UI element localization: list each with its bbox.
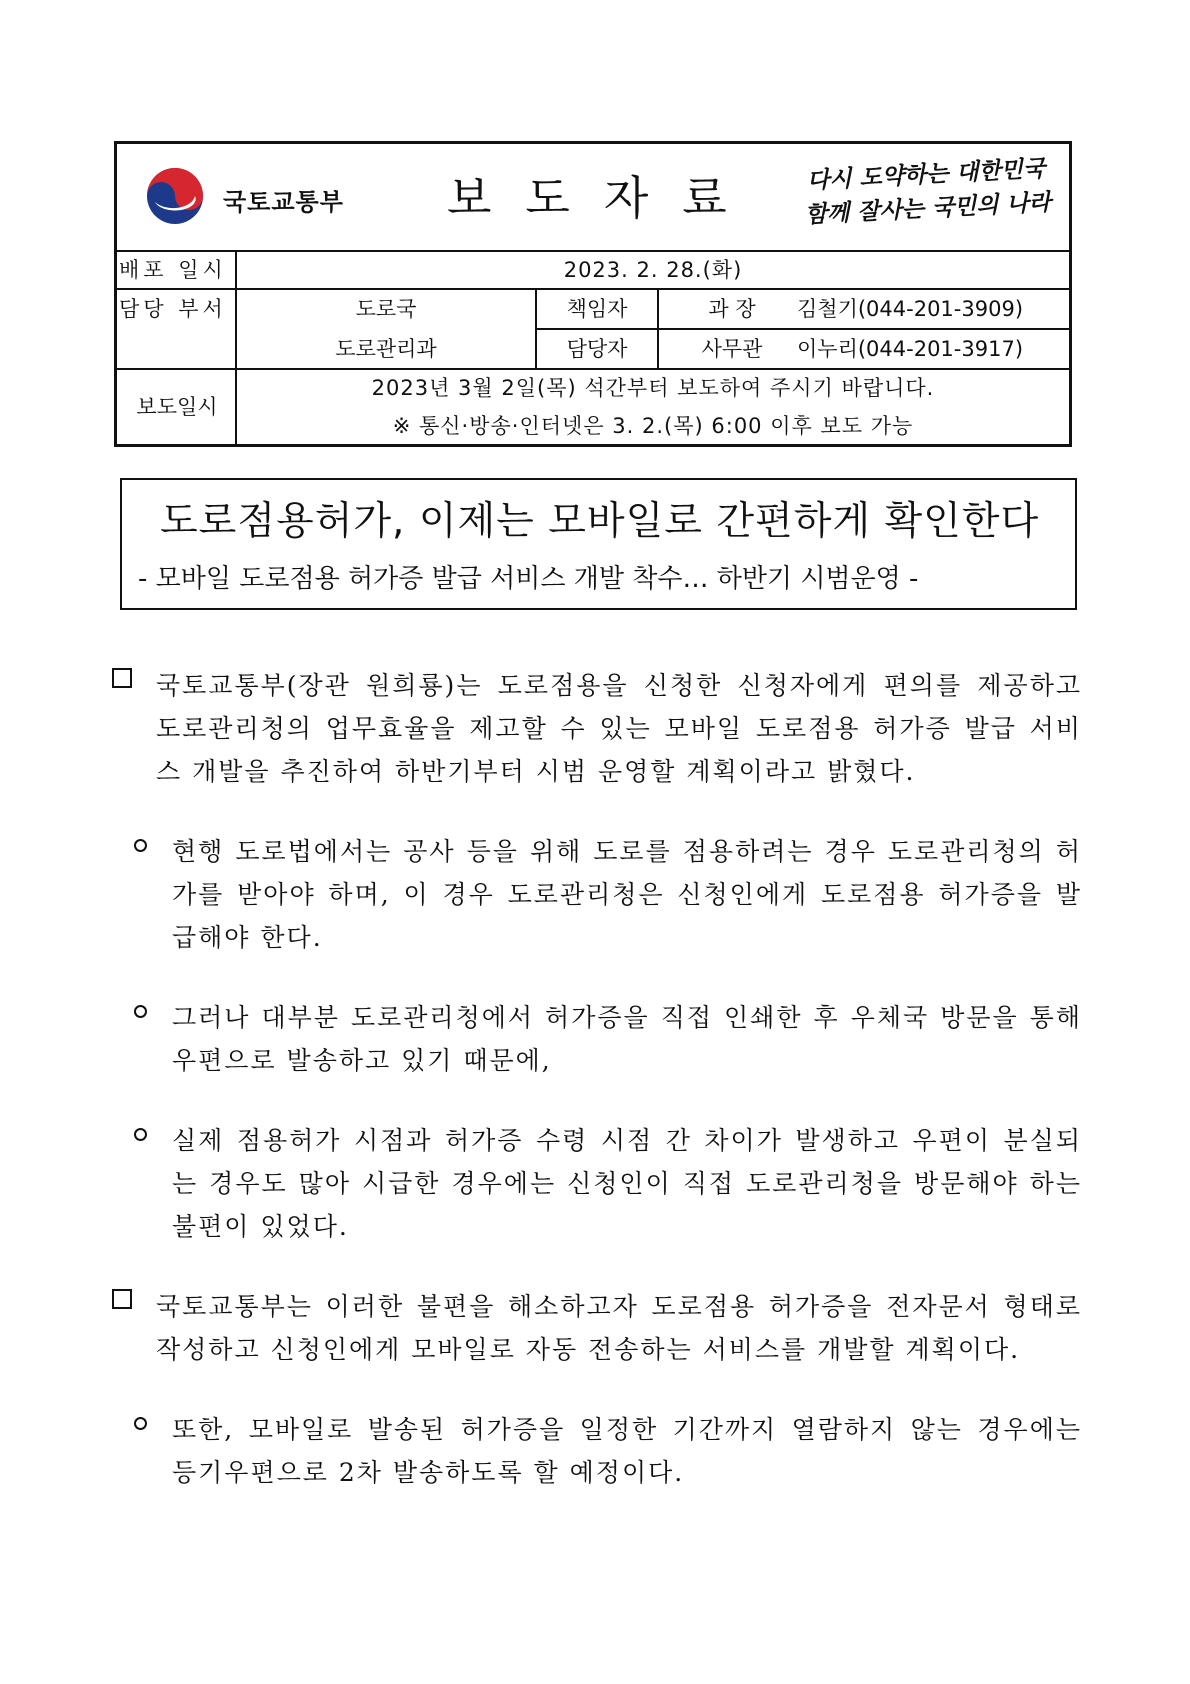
square-bullet-icon [112,668,132,688]
ministry-logo [145,166,355,226]
paragraph-6-text: 또한, 모바일로 발송된 허가증을 일정한 기간까지 열람하지 않는 경우에는 등기우편으로 2차 발송하도록 할 예정이다. [172,1415,1082,1487]
paragraph-1 [112,664,1082,793]
paragraph-2 [112,830,1082,959]
department-line-1: 도로국 [355,297,417,321]
slogan-line-2: 함께 잘사는 국민의 나라 [804,188,1052,229]
staff-title: 사무관 [701,337,763,361]
distribution-date-label: 배포 일시 [119,258,227,282]
headline-box [120,478,1077,610]
circle-bullet-icon [134,839,147,852]
department-label: 담당 부서 [119,297,227,321]
release-time-label: 보도일시 [136,395,218,419]
circle-bullet-icon [134,1417,147,1430]
paragraph-3-text: 그러나 대부분 도로관리청에서 허가증을 직접 인쇄한 후 우체국 방문을 통해 우편으로 발송하고 있기 때문에, [172,1003,1082,1075]
paragraph-3 [112,996,1082,1082]
responsible-label: 책임자 [566,297,628,321]
paragraph-5 [112,1285,1082,1371]
press-release-header [114,141,1072,447]
slogan-line-1: 다시 도약하는 대한민국 [806,154,1046,195]
government-slogan [795,151,1058,233]
paragraph-4-text: 실제 점용허가 시점과 허가증 수령 시점 간 차이가 발생하고 우편이 분실되는 경우도 많아 시급한 경우에는 신청인이 직접 도로관리청을 방문해야 하는 불편이 있었다. [172,1126,1082,1241]
circle-bullet-icon [134,1005,147,1018]
circle-bullet-icon [134,1128,147,1141]
distribution-date-value: 2023. 2. 28.(화) [563,258,743,282]
release-time-line-2: ※ 통신·방송·인터넷은 3. 2.(목) 6:00 이후 보도 가능 [392,414,914,438]
document-title: 보도자료 [447,171,761,225]
paragraph-2-text: 현행 도로법에서는 공사 등을 위해 도로를 점용하려는 경우 도로관리청의 허가를 받아야 하며, 이 경우 도로관리청은 신청인에게 도로점용 허가증을 발급해야 한다. [172,837,1082,952]
headline-subtitle: - 모바일 도로점용 허가증 발급 서비스 개발 착수… 하반기 시범운영 - [138,564,919,594]
article-body [112,664,1082,1494]
staff-label: 담당자 [566,337,628,361]
paragraph-6 [112,1408,1082,1494]
staff-contact: 이누리(044-201-3917) [797,337,1024,361]
release-time-line-1: 2023년 3월 2일(목) 석간부터 보도하여 주시기 바랍니다. [371,376,935,400]
header-logo-row [117,144,1069,252]
headline-title: 도로점용허가, 이제는 모바일로 간편하게 확인한다 [160,499,1040,544]
square-bullet-icon [112,1289,132,1309]
paragraph-4 [112,1119,1082,1248]
paragraph-1-text: 국토교통부(장관 원희룡)는 도로점용을 신청한 신청자에게 편의를 제공하고 도로관리청의 업무효율을 제고할 수 있는 모바일 도로점용 허가증 발급 서비스 개발을 추진하여 하반기부터 시범 운영할 계획이라고 밝혔다. [156,671,1082,786]
taegeuk-emblem-icon [145,166,209,226]
department-line-2: 도로관리과 [335,337,437,361]
ministry-name: 국토교통부 [223,188,344,216]
responsible-contact: 김철기(044-201-3909) [797,297,1024,321]
responsible-title: 과 장 [708,297,756,321]
paragraph-5-text: 국토교통부는 이러한 불편을 해소하고자 도로점용 허가증을 전자문서 형태로 작성하고 신청인에게 모바일로 자동 전송하는 서비스를 개발할 계획이다. [156,1292,1082,1364]
